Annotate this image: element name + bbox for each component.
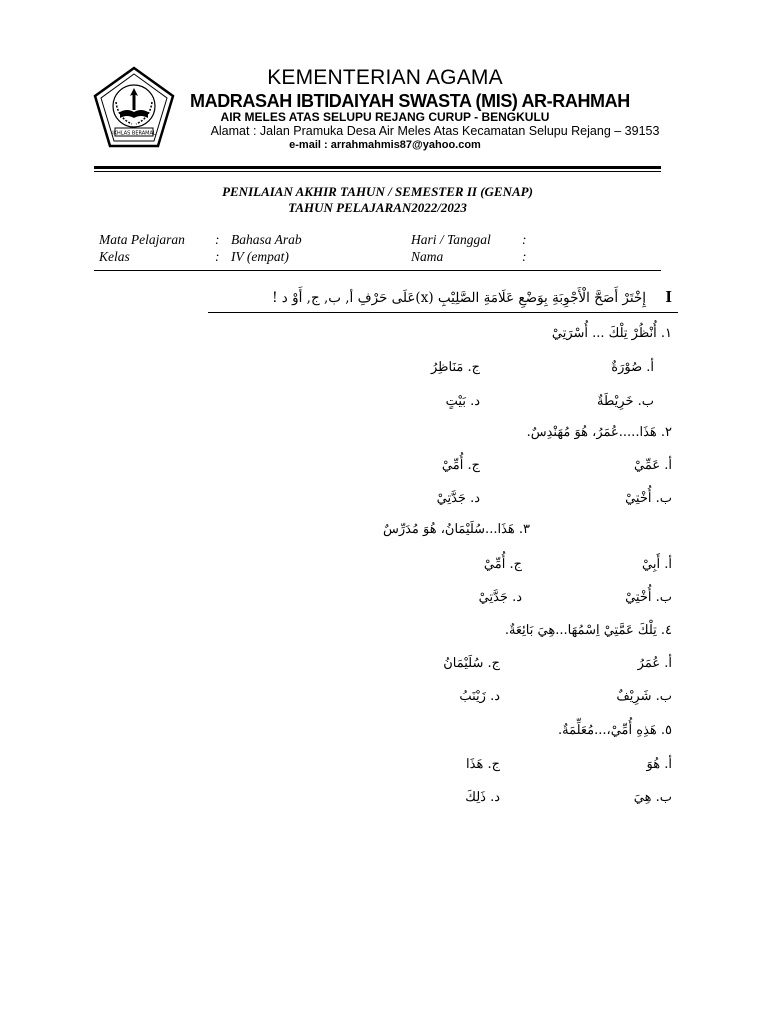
option-b: ب. هِيَ (633, 790, 672, 805)
name-label: Nama (411, 249, 444, 264)
exam-title: PENILAIAN AKHIR TAHUN / SEMESTER II (GENAP) (222, 184, 533, 199)
option-b: ب. أُخْتِيْ (625, 491, 672, 506)
name-colon: : (522, 249, 527, 264)
exam-year: TAHUN PELAJARAN2022/2023 (288, 200, 467, 215)
header-rule-thin (94, 171, 661, 172)
option-c: ج. أُمِّيْ (483, 557, 522, 572)
option-d: د. جَدَّتِيْ (478, 590, 522, 605)
option-c: ج. أُمِّيْ (441, 458, 480, 473)
option-a: أ. هُوَ (646, 757, 672, 772)
school-location: AIR MELES ATAS SELUPU REJANG CURUP - BENGKULU (220, 110, 550, 124)
section-number: I (665, 287, 672, 306)
option-d: د. جَدَّتِيْ (436, 491, 480, 506)
class-colon: : (215, 249, 220, 264)
option-a: أ. أَبِيْ (642, 557, 672, 572)
info-rule (94, 270, 661, 271)
option-d: د. ذَلِكَ (465, 790, 500, 805)
ministry-logo-icon (92, 66, 176, 150)
school-address: Alamat : Jalan Pramuka Desa Air Meles Atas Kecamatan Selupu Rejang – 39153 (210, 124, 660, 138)
option-a: أ. صُوْرَةٌ (611, 360, 654, 375)
option-d: د. بَيْتٍ (445, 394, 480, 409)
option-a: أ. عَمِّيْ (634, 458, 672, 473)
question-stem: ١. أُنْظُرْ تِلْكَ ... أُسْرَتِيْ (551, 326, 672, 341)
option-c: ج. هَذَا (466, 757, 500, 772)
question-stem: ٤. تِلْكَ عَمَّتِيْ اِسْمُهَا...هِيَ بَائِعَةٌ. (504, 623, 672, 638)
subject-label: Mata Pelajaran (99, 232, 185, 247)
option-b: ب. أُخْتِيْ (625, 590, 672, 605)
school-name: MADRASAH IBTIDAIYAH SWASTA (MIS) AR-RAHMAH (190, 91, 630, 111)
question-stem: ٣. هَذَا...سُلَيْمَانُ، هُوَ مُدَرِّسٌ (382, 522, 530, 537)
school-email: e-mail : arrahmahmis87@yahoo.com (289, 139, 481, 151)
section-instruction: إِخْتَرْ أَصَحَّ الْأَجْوِبَةِ بِوَضْعِ عَلَامَةِ الصَّلِيْبِ (x)عَلَى حَرْفِ أ, ب, ج, أَوْ د ! (272, 290, 646, 306)
day-date-colon: : (522, 232, 527, 247)
class-value: IV (empat) (231, 249, 289, 264)
section-rule (208, 312, 678, 313)
class-label: Kelas (99, 249, 130, 264)
option-b: ب. شَرِيْفٌ (616, 689, 672, 704)
option-a: أ. عُمَرُ (637, 656, 672, 671)
option-d: د. زَيْنَبُ (459, 689, 500, 704)
ministry-name: KEMENTERIAN AGAMA (267, 66, 503, 89)
subject-value: Bahasa Arab (231, 232, 302, 247)
option-b: ب. خَرِيْطَةٌ (597, 394, 654, 409)
option-c: ج. مَنَاظِرُ (430, 360, 480, 375)
header-rule-thick (94, 166, 661, 169)
question-stem: ٥. هَذِهِ أُمِّيْ،...مُعَلِّمَةٌ. (557, 723, 672, 738)
subject-colon: : (215, 232, 220, 247)
day-date-label: Hari / Tanggal (411, 232, 491, 247)
option-c: ج. سُلَيْمَانُ (443, 656, 500, 671)
logo-caption: IKHLAS BERAMAL (112, 130, 156, 137)
question-stem: ٢. هَذَا.....عُمَرُ، هُوَ مُهَنْدِسٌ. (526, 425, 672, 440)
